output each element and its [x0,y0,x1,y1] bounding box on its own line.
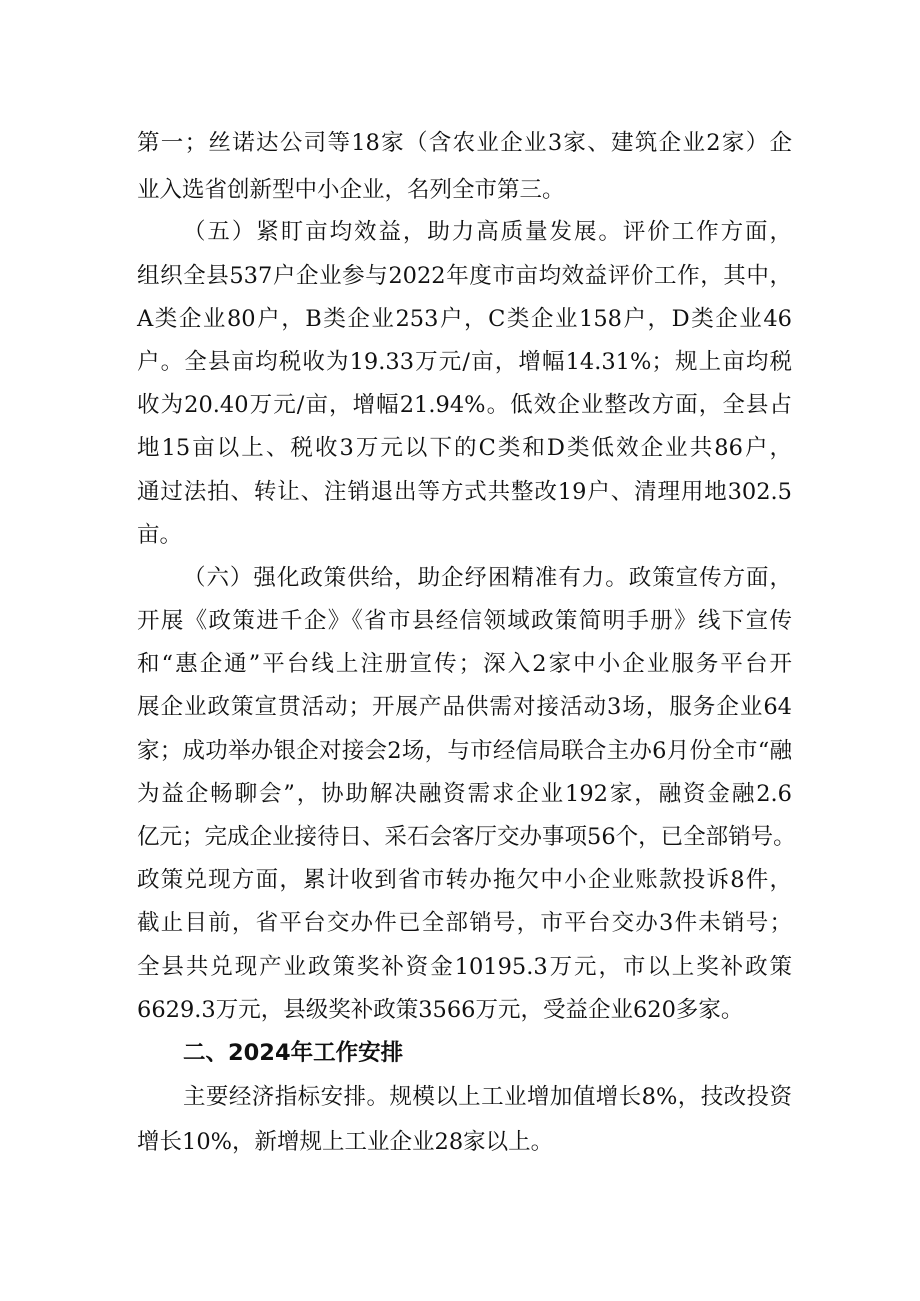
paragraph-line: 地15亩以上、税收3万元以下的C类和D类低效企业共86户， [137,435,792,461]
paragraph-line: （六）强化政策供给，助企纾困精准有力。政策宣传方面， [183,565,792,591]
paragraph-line: 政策兑现方面，累计收到省市转办拖欠中小企业账款投诉8件， [137,867,792,893]
paragraph-line: 开展《政策进千企》《省市县经信领域政策简明手册》线下宣传 [137,608,792,634]
paragraph-line: 组织全县537户企业参与2022年度市亩均效益评价工作，其中， [137,263,792,289]
paragraph-line: A类企业80户，B类企业253户，C类企业158户，D类企业46 [137,306,792,332]
paragraph-line: 增长10%，新增规上工业企业28家以上。 [137,1129,554,1155]
paragraph-line: 主要经济指标安排。规模以上工业增加值增长8%，技改投资 [183,1084,792,1110]
paragraph-line: 收为20.40万元/亩，增幅21.94%。低效企业整改方面，全县占 [137,392,792,418]
paragraph-line: 亩。 [137,522,183,548]
paragraph-line: 业入选省创新型中小企业，名列全市第三。 [137,177,565,203]
paragraph-line: 截止目前，省平台交办件已全部销号，市平台交办3件未销号； [137,910,792,936]
paragraph-line: 为益企畅聊会”，协助解决融资需求企业192家，融资金融2.6 [137,781,792,807]
paragraph-line: 第一；丝诺达公司等18家（含农业企业3家、建筑企业2家）企 [137,130,792,156]
paragraph-line: 6629.3万元，县级奖补政策3566万元，受益企业620多家。 [137,997,744,1023]
paragraph-line: （五）紧盯亩均效益，助力高质量发展。评价工作方面， [183,219,792,245]
paragraph-line: 户。全县亩均税收为19.33万元/亩，增幅14.31%；规上亩均税 [137,349,792,375]
paragraph-line: 家；成功举办银企对接会2场，与市经信局联合主办6月份全市“融 [137,738,792,764]
paragraph-line: 展企业政策宣贯活动；开展产品供需对接活动3场，服务企业64 [137,694,792,720]
paragraph-line: 和“惠企通”平台线上注册宣传；深入2家中小企业服务平台开 [137,651,792,677]
paragraph-line: 通过法拍、转让、注销退出等方式共整改19户、清理用地302.5 [137,479,792,505]
section-heading: 二、2024年工作安排 [183,1040,404,1066]
paragraph-line: 亿元；完成企业接待日、采石会客厅交办事项56个，已全部销号。 [137,824,796,850]
paragraph-line: 全县共兑现产业政策奖补资金10195.3万元，市以上奖补政策 [137,954,792,980]
